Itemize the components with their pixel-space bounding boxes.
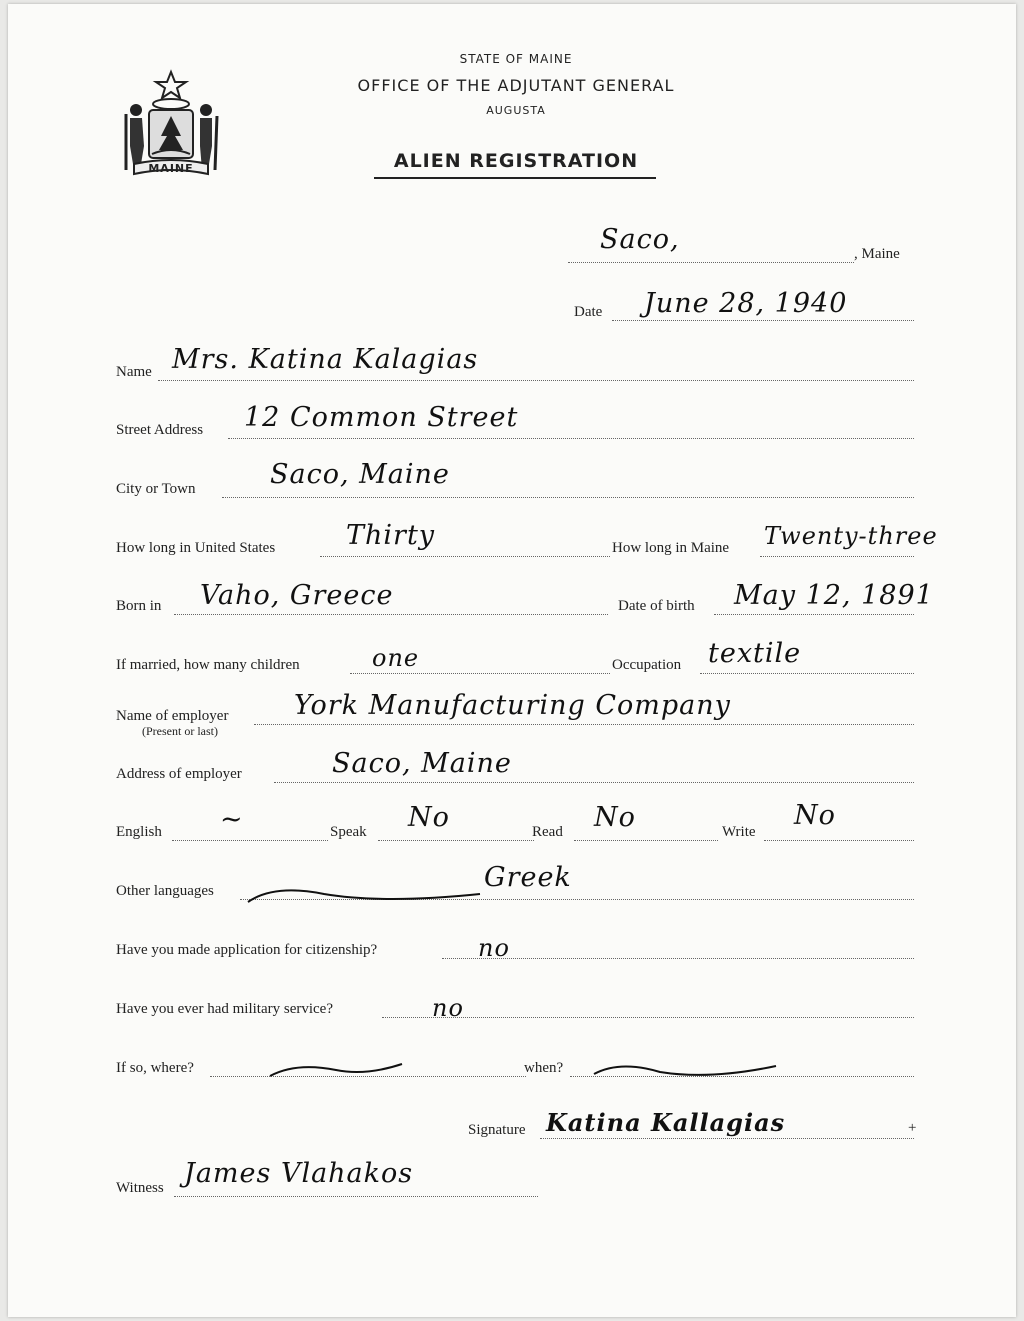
- when-label: when?: [524, 1060, 564, 1076]
- witness-value: James Vlahakos: [184, 1158, 414, 1189]
- signature-label: Signature: [468, 1122, 526, 1138]
- read-line: [574, 840, 718, 841]
- write-line: [764, 840, 914, 841]
- citizenship-value: no: [478, 934, 510, 962]
- english-label: English: [116, 824, 162, 840]
- header-state: STATE OF MAINE: [459, 52, 573, 66]
- place-suffix: , Maine: [854, 246, 900, 262]
- military-value: no: [432, 994, 464, 1022]
- read-value: No: [594, 802, 636, 833]
- name-line: [158, 380, 914, 381]
- children-label: If married, how many children: [116, 657, 300, 673]
- header-office: OFFICE OF THE ADJUTANT GENERAL: [357, 76, 675, 95]
- signature-value: Katina Kallagias: [546, 1108, 786, 1137]
- dob-line: [714, 614, 914, 615]
- street-line: [228, 438, 914, 439]
- dob-value: May 12, 1891: [734, 580, 934, 611]
- born-in-line: [174, 614, 608, 615]
- occupation-label: Occupation: [612, 657, 682, 673]
- years-us-label: How long in United States: [116, 540, 276, 556]
- name-label: Name: [116, 364, 152, 380]
- when-dash-stroke: [590, 1058, 780, 1082]
- witness-label: Witness: [116, 1180, 164, 1196]
- place-value: Saco,: [600, 224, 680, 255]
- english-line: [172, 840, 328, 841]
- date-value: June 28, 1940: [644, 288, 848, 319]
- registration-form: [8, 4, 1016, 1317]
- seal-banner-text: MAINE: [148, 162, 194, 175]
- citizenship-label: Have you made application for citizenship?: [116, 942, 378, 958]
- title-underline: [374, 177, 656, 179]
- employer-label: Name of employer: [116, 708, 229, 724]
- children-value: one: [372, 644, 420, 672]
- years-maine-label: How long in Maine: [612, 540, 730, 556]
- write-label: Write: [722, 824, 756, 840]
- read-label: Read: [532, 824, 563, 840]
- street-value: 12 Common Street: [244, 402, 519, 433]
- employer-address-line: [274, 782, 914, 783]
- city-value: Saco, Maine: [270, 459, 450, 490]
- english-value: ~: [220, 804, 244, 835]
- signature-line: [540, 1138, 914, 1139]
- years-us-line: [320, 556, 610, 557]
- where-label: If so, where?: [116, 1060, 194, 1076]
- years-maine-value: Twenty-three: [764, 522, 938, 550]
- employer-address-label: Address of employer: [116, 766, 242, 782]
- speak-line: [378, 840, 534, 841]
- speak-label: Speak: [330, 824, 367, 840]
- city-line: [222, 497, 914, 498]
- employer-address-value: Saco, Maine: [332, 748, 512, 779]
- name-value: Mrs. Katina Kalagias: [172, 344, 479, 375]
- born-in-value: Vaho, Greece: [200, 580, 394, 611]
- write-value: No: [794, 800, 836, 831]
- other-languages-label: Other languages: [116, 883, 214, 899]
- occupation-line: [700, 673, 914, 674]
- occupation-value: textile: [708, 638, 802, 669]
- state-seal: [116, 66, 226, 196]
- city-label: City or Town: [116, 481, 196, 497]
- dob-label: Date of birth: [618, 598, 695, 614]
- place-line: [568, 262, 854, 263]
- form-title: ALIEN REGISTRATION: [393, 150, 639, 172]
- dash-stroke: [244, 878, 484, 908]
- employer-sublabel: (Present or last): [142, 724, 218, 738]
- date-label: Date: [574, 304, 603, 320]
- born-in-label: Born in: [116, 598, 162, 614]
- where-dash-stroke: [266, 1058, 406, 1082]
- witness-line: [174, 1196, 538, 1197]
- employer-value: York Manufacturing Company: [294, 690, 731, 721]
- years-us-value: Thirty: [346, 520, 436, 551]
- military-label: Have you ever had military service?: [116, 1001, 333, 1017]
- employer-line: [254, 724, 914, 725]
- years-maine-line: [760, 556, 914, 557]
- street-label: Street Address: [116, 422, 204, 438]
- other-languages-value: Greek: [484, 862, 572, 893]
- speak-value: No: [408, 802, 450, 833]
- header-city: AUGUSTA: [486, 104, 546, 117]
- citizenship-line: [442, 958, 914, 959]
- date-line: [612, 320, 914, 321]
- signature-end-mark: +: [908, 1120, 917, 1136]
- children-line: [350, 673, 610, 674]
